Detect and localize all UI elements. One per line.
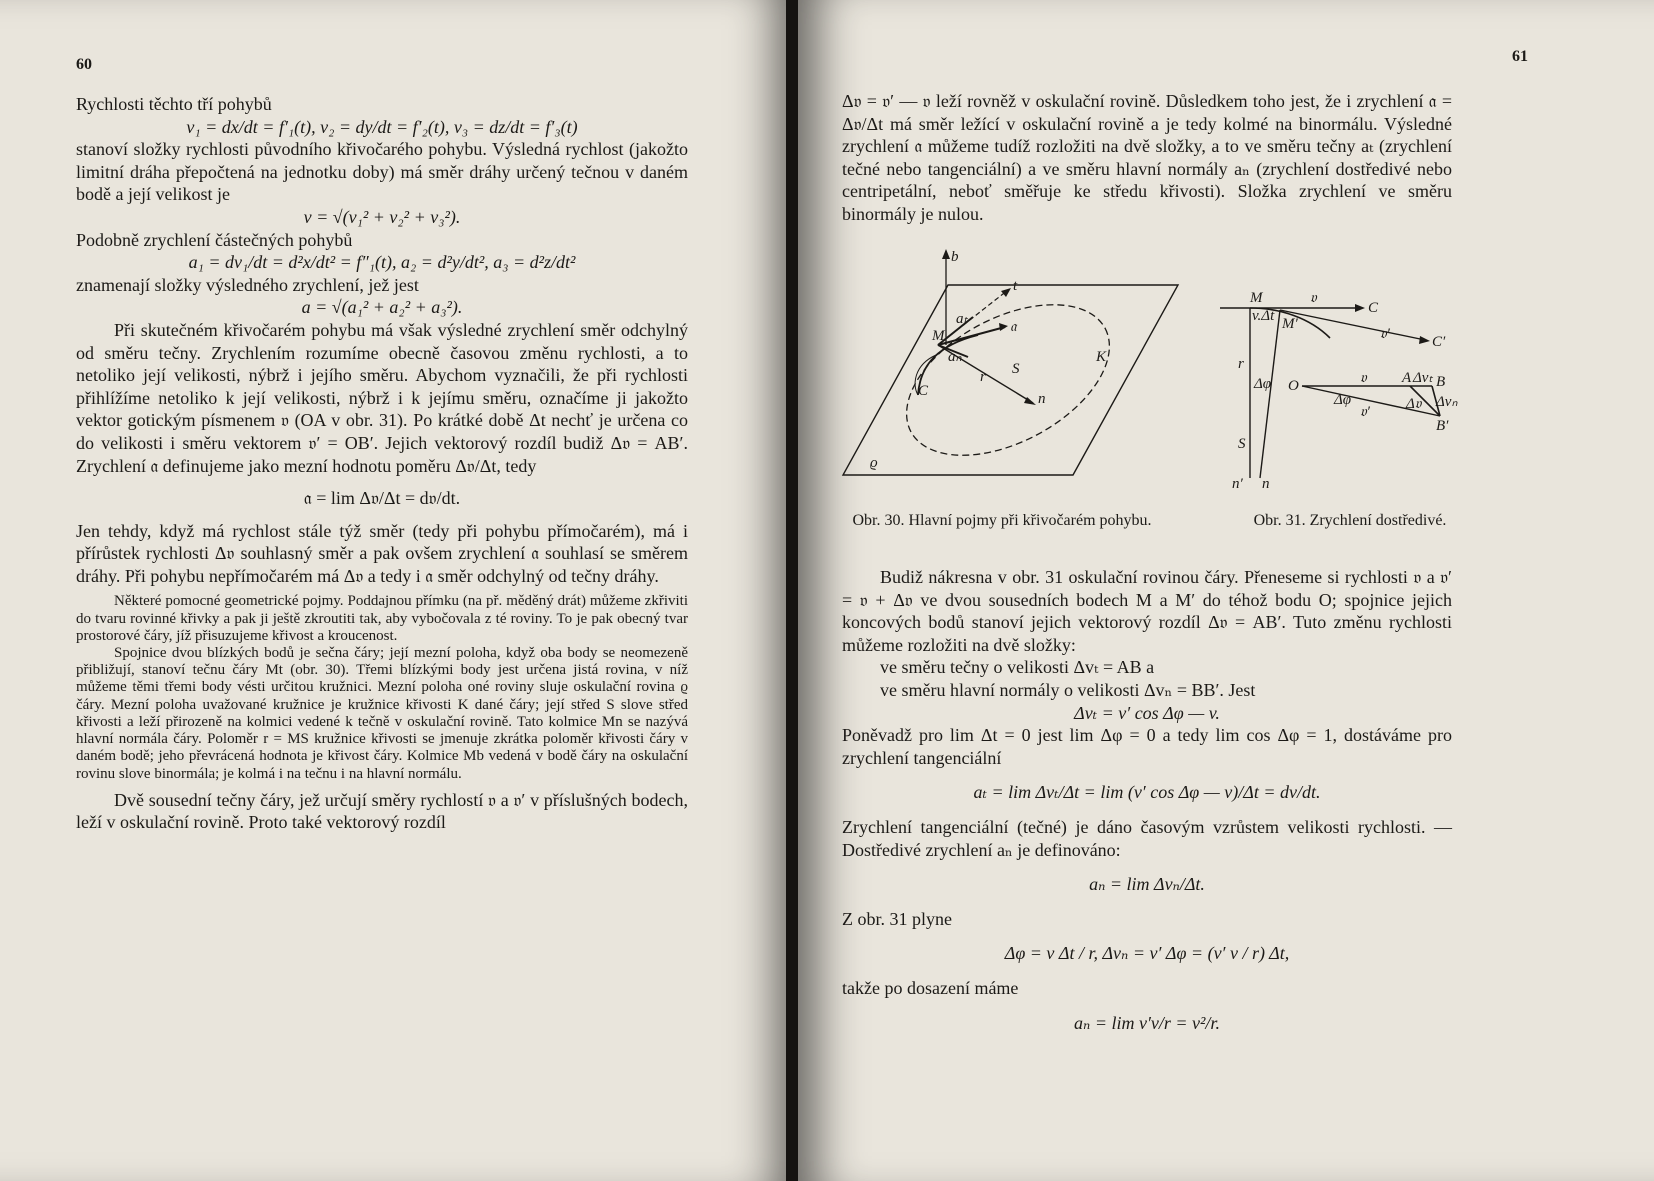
equation-normal-acceleration-def: aₙ = lim Δvₙ/Δt. xyxy=(1089,874,1205,895)
label-vprime: 𝔳′ xyxy=(1380,326,1390,342)
list-line: ve směru tečny o velikosti Δvₜ = AB a xyxy=(880,657,1155,678)
left-page xyxy=(0,0,790,1181)
label-Cprime: C′ xyxy=(1432,334,1446,350)
label-dphi: Δφ xyxy=(1254,376,1272,392)
label-A: A xyxy=(1402,370,1412,386)
paragraph: Poněvadž pro lim Δt = 0 jest lim Δφ = 0 a tedy lim cos Δφ = 1, dostáváme pro zrychlení tangenciální xyxy=(842,725,1452,768)
label-n: n xyxy=(1262,476,1270,492)
paragraph: Podobně zrychlení částečných pohybů xyxy=(76,229,353,250)
equation-acceleration-limit: 𝔞 = lim Δ𝔳/Δt = d𝔳/dt. xyxy=(303,488,461,509)
left-page-text xyxy=(76,93,688,834)
velocity-v-arrowhead xyxy=(1355,304,1365,312)
velocity-vprime-line xyxy=(1280,310,1425,340)
equation-velocity-components: v₁ = dx/dt = f′₁(t), v₂ = dy/dt = f′₂(t), v₃ = dz/dt = f′₃(t) xyxy=(186,116,578,137)
equation-tangential-acceleration: aₜ = lim Δvₜ/Δt = lim (v′ cos Δφ — v)/Δt = dv/dt. xyxy=(973,782,1321,803)
paragraph: Δ𝔳 = 𝔳′ — 𝔳 leží rovněž v oskulační rovině. Důsledkem toho jest, že i zrychlení 𝔞 = Δ𝔳/Δt má směr ležící v oskulační rovině a je tedy kolmé na binormálu. Výsledné zrychlení 𝔞 můžeme tudíž rozložiti na dvě složky, a to ve směru tečny aₜ (zrychlení tečné nebo tangenciální) a ve směru hlavní normály aₙ (zrychlení dostředivé nebo centripetální, neboť směřuje ke středu křivosti). Složka zrychlení ve směru binormály je nulou. xyxy=(842,91,1452,224)
label-t: t xyxy=(1013,278,1018,294)
label-vprime-2: 𝔳′ xyxy=(1360,404,1370,420)
paragraph: znamenají složky výsledného zrychlení, jež jest xyxy=(76,274,419,295)
label-n: n xyxy=(1038,391,1046,407)
label-B: B xyxy=(1436,374,1446,390)
paragraph: Z obr. 31 plyne xyxy=(842,908,952,929)
label-rho: ϱ xyxy=(870,455,878,471)
caption-figure-30: Obr. 30. Hlavní pojmy při křivočarém pohybu. xyxy=(852,512,1152,529)
label-C: C xyxy=(918,383,929,399)
curvature-circle xyxy=(882,274,1134,487)
label-delta-vt: Δvₜ xyxy=(1413,370,1433,386)
label-delta-vn: Δvₙ xyxy=(1436,394,1458,410)
equation-acceleration-components: a₁ = dv₁/dt = d²x/dt² = f″₁(t), a₂ = d²y/dt², a₃ = d²z/dt² xyxy=(188,252,576,273)
label-r: r xyxy=(1238,356,1244,372)
right-page xyxy=(798,0,1654,1181)
label-a-t: aₜ xyxy=(956,311,968,327)
page-number-left: 60 xyxy=(76,56,92,73)
tangent-arrowhead xyxy=(1001,288,1011,297)
paragraph: takže po dosazení máme xyxy=(842,977,1019,998)
label-a-n: aₙ xyxy=(948,349,962,365)
label-a: 𝔞 xyxy=(1010,319,1017,335)
label-delta-v: Δ𝔳 xyxy=(1406,396,1422,412)
label-M: M xyxy=(932,328,945,344)
paragraph: Jen tehdy, když má rychlost stále týž směr (tedy při pohybu přímočarém), má i přírůstek rychlosti Δ𝔳 souhlasný směr a pak ovšem zrychlení 𝔞 souhlasí se směrem dráhy. Při pohybu nepřímočarém má Δ𝔳 a tedy i 𝔞 směr odchylný od tečny dráhy. xyxy=(76,520,688,586)
equation-centripetal-result: aₙ = lim v′v/r = v²/r. xyxy=(1074,1012,1220,1033)
label-Bprime: B′ xyxy=(1436,418,1449,434)
figure-31 xyxy=(1210,288,1480,503)
label-S: S xyxy=(1238,436,1246,452)
list-line: ve směru hlavní normály o velikosti Δvₙ = BB′. Jest xyxy=(880,679,1256,700)
paragraph: Při skutečném křivočarém pohybu má však výsledné zrychlení směr odchylný od směru tečny. Zrychlením rozumíme obecně časovou změnu rychlosti, a to netoliko její velikosti, nýbrž i jejího směru. Abychom vyznačili, že při rychlosti přihlížíme netoliko k její velikosti, nýbrž i k jejímu směru, označíme ji jakožto vektor gotickým písmenem 𝔳 (OA v obr. 31). Po krátké době Δt nechť je určena co do velikosti i směru vektorem 𝔳′ = OB′. Jejich vektorový rozdíl budiž Δ𝔳 = AB′. Zrychlení 𝔞 definujeme jako mezní hodnotu poměru Δ𝔳/Δt, tedy xyxy=(76,319,688,476)
label-M: M xyxy=(1250,290,1263,306)
label-dphi-2: Δφ xyxy=(1334,392,1352,408)
page-number-right: 61 xyxy=(1512,48,1528,65)
acceleration-arrowhead xyxy=(999,323,1008,331)
label-b: b xyxy=(951,249,959,265)
paragraph-small: Některé pomocné geometrické pojmy. Poddajnou přímku (na př. měděný drát) můžeme zkřiviti do tvaru rovinné křivky a pak ji ještě zkroutiti tak, aby vybočovala z té roviny. To je pak obecný tvar prostorové čáry, jíž přisuzujeme křivost a kroucenost. xyxy=(76,593,688,644)
label-K: K xyxy=(1096,349,1107,365)
paragraph-small: Spojnice dvou blízkých bodů je sečna čáry; její mezní poloha, když oba body se neomezeně přibližují, stanoví tečnu čáry Mt (obr. 30). Třemi blízkými body jest určena jistá rovina, v níž můžeme těmi třemi body vésti určitou kružnici. Mezní poloha oné roviny sluje oskulační rovina ϱ čáry. Mezní poloha uvažované kružnice je kružnice křivosti K dané čáry; její střed S slove střed křivosti a leží přirozeně na kolmici vedené k tečně v oskulační rovině. Tato kolmice Mn se nazývá hlavní normála čáry. Poloměr r = MS kružnice křivosti se jmenuje zkrátka poloměr křivosti čáry v daném bodě; jeho převrácená hodnota je křivost čáry. Kolmice Mb vedená v bodě čáry na oskulační rovinu slove binormála; je kolmá i na tečnu i na hlavní normálu. xyxy=(76,645,688,782)
label-nprime: n′ xyxy=(1232,476,1243,492)
normal-nprime-line xyxy=(1260,310,1280,478)
equation-acceleration-magnitude: a = √(a₁² + a₂² + a₃²). xyxy=(301,297,463,318)
paragraph: Budiž nákresna v obr. 31 oskulační rovinou čáry. Přeneseme si rychlosti 𝔳 a 𝔳′ = 𝔳 + Δ𝔳 ve dvou sousedních bodech M a M′ do téhož bodu O; spojnice jejich koncových bodů stanoví jejich vektorový rozdíl Δ𝔳 = AB′. Tuto změnu rychlosti můžeme rozložiti na dvě složky: xyxy=(842,567,1452,655)
paragraph: Dvě sousední tečny čáry, jež určují směry rychlostí 𝔳 a 𝔳′ v příslušných bodech, leží v oskulační rovině. Proto také vektorový rozdíl xyxy=(76,789,688,833)
label-Mprime: M′ xyxy=(1282,316,1298,332)
label-v: 𝔳 xyxy=(1310,290,1317,306)
velocity-vprime-arrowhead xyxy=(1419,336,1430,344)
label-v-dt: v.Δt xyxy=(1252,308,1275,324)
paragraph: Rychlosti těchto tří pohybů xyxy=(76,94,272,114)
label-O: O xyxy=(1288,378,1299,394)
figure-30 xyxy=(838,245,1188,505)
label-C: C xyxy=(1368,300,1379,316)
label-S: S xyxy=(1012,361,1020,377)
binormal-arrowhead xyxy=(942,249,950,259)
label-v-2: 𝔳 xyxy=(1360,370,1367,386)
equation-velocity-magnitude: v = √(v₁² + v₂² + v₃²). xyxy=(303,206,461,227)
caption-figure-31: Obr. 31. Zrychlení dostředivé. xyxy=(1253,512,1447,529)
paragraph: stanoví složky rychlosti původního křivočarého pohybu. Výsledná rychlost (jakožto limitní dráha přepočtená na jednotku doby) má směr dráhy určený tečnou v daném bodě a její velikost je xyxy=(76,139,688,205)
label-r: r xyxy=(980,369,986,385)
right-page-top-text xyxy=(842,90,1452,226)
equation-delta-vt: Δvₜ = v′ cos Δφ — v. xyxy=(1074,702,1220,723)
right-page-bottom-text xyxy=(842,566,1452,1046)
small-print-block xyxy=(76,593,688,782)
paragraph: Zrychlení tangenciální (tečné) je dáno časovým vzrůstem velikosti rychlosti. — Dostředivé zrychlení aₙ je definováno: xyxy=(842,816,1452,860)
equation-delta-phi: Δφ = v Δt / r, Δvₙ = v′ Δφ = (v′ v / r) Δt, xyxy=(1004,943,1290,964)
